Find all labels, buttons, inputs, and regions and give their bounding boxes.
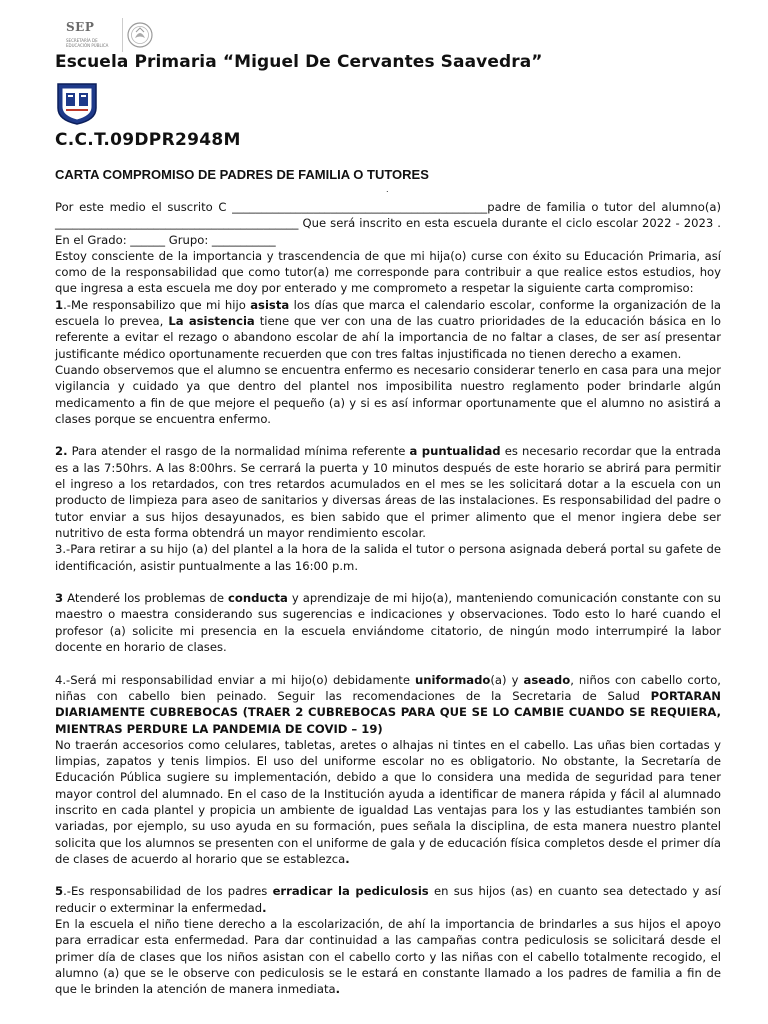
text-run: No traerán accesorios como celulares, tabletas, aretes o alhajas ni tintes en el cabello. Las uñas bien cortadas y limpias, zapatos y tenis limpios. El uso del uniforme escolar no es obligatorio. No obstante, la Secretaría de Educación Pública sugiere su implementación, debido a que lo considera una medida de seguridad para tener mayor control del alumnado. En el caso de la Institución ayuda a identificar de manera rápida y fácil al alumnado inscrito en cada plantel y propicia un ambiente de igualdad Las ventajas para los y las estudiantes también son variadas, por ejemplo, su uso ayuda en su formación, pues señala la disciplina, de esta manera nuestro plantel solicita que los alumnos se presenten con el uniforme de gala y de educación física completos desde el primer día de clases de acuerdo al horario que se establezca bbox=[55, 737, 721, 866]
commitment-paragraph: Estoy consciente de la importancia y trascendencia de que mi hija(o) curse con éxito su Educación Primaria, así como de la responsabilidad que como tutor(a) me corresponde para contribuir a que realice estos estudios, hoy que ingresa a esta escuela me doy por enterado y me comprometo a respetar la siguiente carta compromiso: bbox=[55, 248, 721, 296]
emphasis-text: aseado bbox=[523, 672, 571, 687]
section-pediculosis-details bbox=[55, 916, 721, 997]
emphasis-text: conducta bbox=[227, 591, 288, 606]
section-pickup: 3.-Para retirar a su hijo (a) del plantel a la hora de la salida el tutor o persona asignada deberá portal su gafete de identificación, asistir puntualmente a las 16:00 p.m. bbox=[55, 542, 721, 573]
document-title: CARTA COMPROMISO DE PADRES DE FAMILIA O TUTORES bbox=[55, 167, 429, 182]
emphasis-text: uniformado bbox=[415, 672, 491, 687]
section-attendance bbox=[55, 297, 721, 362]
intro-paragraph: Por este medio el suscrito C ____________________________________________padre de familia o tutor del alumno(a) __________________________________________ Que será inscrito en esta escuela durante el ciclo escolar 2022 - 2023 . En el Grado: ______ Grupo: ___________ bbox=[55, 200, 721, 247]
section-punctuality bbox=[55, 443, 721, 541]
sep-logo-subtitle: SECRETARÍA DE EDUCACIÓN PÚBLICA bbox=[66, 38, 109, 48]
section-number: 5 bbox=[55, 884, 64, 899]
sep-logo bbox=[60, 16, 118, 54]
text-run: Para atender el rasgo de la normalidad mínima referente bbox=[67, 444, 410, 459]
paragraph-gap bbox=[55, 867, 721, 883]
text-run: (a) y bbox=[490, 672, 524, 687]
text-run: 4.-Será mi responsabilidad enviar a mi hijo(o) debidamente bbox=[55, 672, 416, 687]
text-run: los días que marca el calendario escolar, conforme la organización de la escuela lo prevea, bbox=[55, 297, 721, 329]
section-uniform bbox=[55, 672, 721, 737]
paragraph-gap bbox=[55, 427, 721, 443]
section-attendance-illness: Cuando observemos que el alumno se encuentra enfermo es necesario considerar tenerlo en casa para una mejor vigilancia y cuidado ya que dentro del plantel nos imposibilita nuestro reglamento poder brindarle algún medicamento a fin de que mejore el pequeño (a) y si es así informar oportunamente que el alumno no asistirá a clases porque se encuentra enfermo. bbox=[55, 362, 721, 426]
emphasis-text: erradicar la pediculosis bbox=[272, 884, 429, 899]
mexico-seal-icon bbox=[122, 16, 154, 54]
emphasis-text: a puntualidad bbox=[409, 444, 501, 459]
text-run: Atenderé los problemas de bbox=[63, 591, 228, 606]
emphasis-text: asista bbox=[250, 297, 290, 312]
school-emblem-icon bbox=[54, 80, 100, 126]
section-number: 1 bbox=[55, 297, 64, 312]
emphasis-text: . bbox=[335, 982, 340, 997]
divider-dot: . bbox=[386, 185, 389, 194]
text-run: es necesario recordar que la entrada es a las 7:50hrs. A las 8:00hrs. Se cerrará la puerta y 10 minutos después de este horario se abrirá para permitir el ingreso a los retardados, con tres retardos acumulados en el mes se les solicitará dotar a la escuela con un producto de limpieza para aseo de sanitarios y diversas áreas de las instalaciones. Es responsabilidad del padre o tutor enviar a sus hijos desayunados, es bien sabido que el primer alimento que el menor ingiera debe ser nutritivo de esta forma obtendrá un mayor rendimiento escolar. bbox=[55, 444, 722, 540]
header-logos bbox=[60, 16, 160, 56]
cct-code: C.C.T.09DPR2948M bbox=[55, 130, 241, 150]
section-number: 2. bbox=[55, 444, 68, 459]
text-run: .-Me responsabilizo que mi hijo bbox=[63, 297, 251, 312]
text-run: , niños con cabello corto, niñas con cabello bien peinado. Seguir las recomendaciones de la Secretaria de Salud bbox=[55, 672, 721, 703]
text-run: y aprendizaje de mi hijo(a), manteniendo comunicación constante con su maestro o maestra considerando sus sugerencias e indicaciones y observaciones. Todo esto lo haré cuando el profesor (a) solicite mi presencia en la escuela enviándome citatorio, de ningún modo interrumpiré la labor docente en horario de clases. bbox=[55, 591, 721, 655]
emphasis-text: PORTARAN DIARIAMENTE CUBREBOCAS (TRAER 2 CUBREBOCAS PARA QUE SE LO CAMBIE CUANDO SE REQUIERA, MIENTRAS PERDURE LA PANDEMIA DE COVID – 19) bbox=[55, 688, 721, 736]
emphasis-text: . bbox=[262, 900, 267, 915]
document-body bbox=[55, 199, 721, 998]
text-run: .-Es responsabilidad de los padres bbox=[63, 884, 273, 899]
section-number: 3 bbox=[55, 591, 64, 606]
section-conduct bbox=[55, 590, 721, 655]
paragraph-gap bbox=[55, 574, 721, 590]
emphasis-text: . bbox=[345, 851, 350, 866]
text-run: En la escuela el niño tiene derecho a la escolarización, de ahí la importancia de brindarles a sus hijos el apoyo para erradicar esta enfermedad. Para dar continuidad a las campañas contra pediculosis se solicitará desde el primer día de clases que los niños asistan con el cabello corto y las niñas con el cabello totalmente recogido, el alumno (a) que se le observe con pediculosis se le estará en constante llamado a los padres de familia a fin de que le brinden la atención de manera inmediata bbox=[55, 917, 721, 997]
text-run: en sus hijos (as) en cuanto sea detectado y así reducir o exterminar la enfermedad bbox=[55, 884, 721, 915]
sep-logo-text: SEP bbox=[66, 20, 95, 34]
paragraph-gap bbox=[55, 655, 721, 671]
section-uniform-details bbox=[55, 737, 721, 867]
school-name: Escuela Primaria “Miguel De Cervantes Saavedra” bbox=[55, 52, 543, 72]
text-run: tiene que ver con una de las cuatro prioridades de la educación básica en lo referente a evitar el rezago o abandono escolar de ahí la importancia de no faltar a clases, de ser así presentar justificante médico oportunamente recuerden que con tres faltas injustificada no tienen derecho a examen. bbox=[55, 314, 722, 361]
section-pediculosis bbox=[55, 883, 721, 916]
emphasis-text: La asistencia bbox=[168, 314, 255, 329]
